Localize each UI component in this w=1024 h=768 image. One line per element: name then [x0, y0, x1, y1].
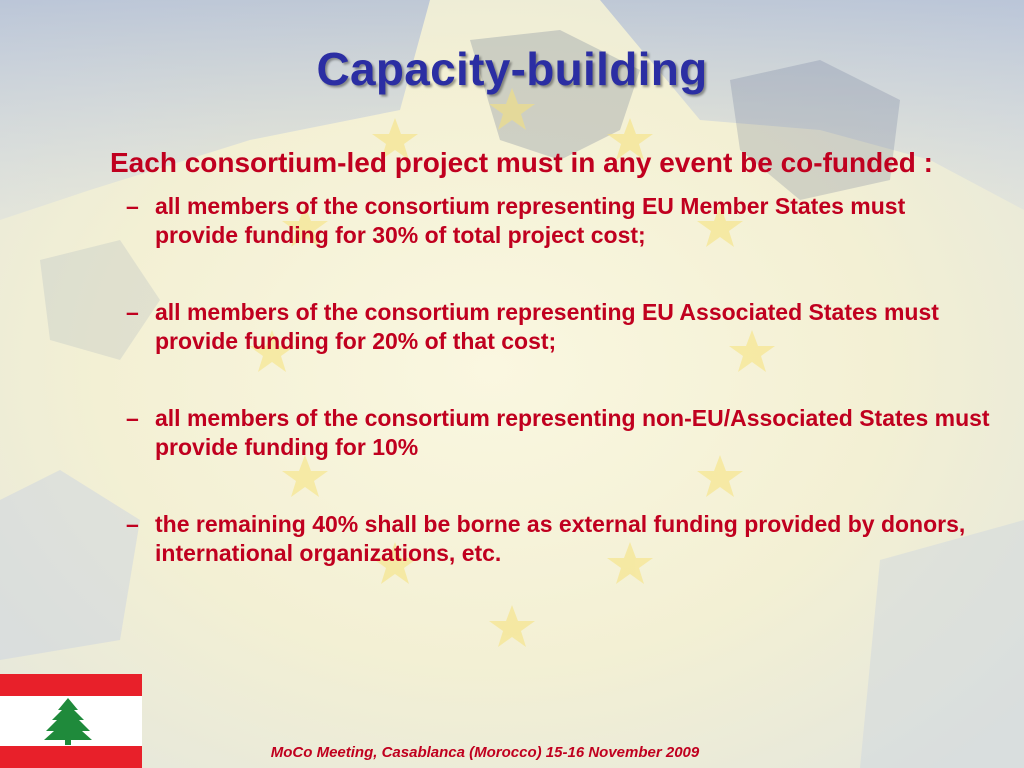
- list-item-text: all members of the consortium representing non-EU/Associated States must provide funding for 10%: [155, 405, 990, 460]
- bullet-dash: –: [126, 193, 139, 219]
- list-item: [110, 192, 990, 250]
- bullet-dash: –: [126, 299, 139, 325]
- list-item-text: all members of the consortium representing EU Associated States must provide funding for 20% of that cost;: [155, 299, 939, 354]
- slide-title: Capacity-building: [316, 43, 708, 95]
- footer-text: MoCo Meeting, Casablanca (Morocco) 15-16 November 2009: [270, 744, 700, 761]
- list-item: [110, 298, 990, 356]
- list-item: [110, 510, 990, 568]
- funding-list: [110, 192, 990, 568]
- slide-body: [110, 146, 990, 616]
- lead-text: Each consortium-led project must in any event be co-funded :: [110, 147, 934, 178]
- list-item-text: the remaining 40% shall be borne as external funding provided by donors, international organizations, etc.: [155, 511, 966, 566]
- list-item: [110, 404, 990, 462]
- list-item-text: all members of the consortium representing EU Member States must provide funding for 30% of total project cost;: [155, 193, 906, 248]
- bullet-dash: –: [126, 511, 139, 537]
- bullet-dash: –: [126, 405, 139, 431]
